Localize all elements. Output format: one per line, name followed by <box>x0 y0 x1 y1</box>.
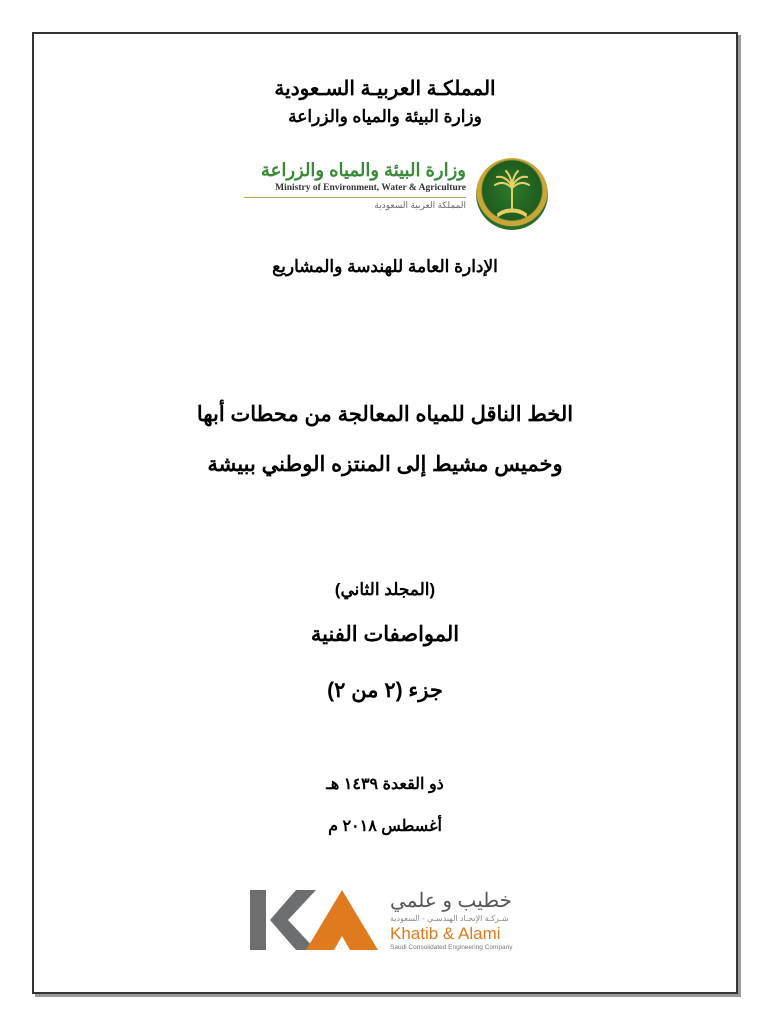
ministry-logo-country: المملكة العربية السعودية <box>374 200 466 210</box>
page-frame <box>32 32 738 994</box>
project-title-line-2: وخميس مشيط إلى المنتزه الوطني ببيشة <box>207 453 563 476</box>
consultant-logo-text <box>390 888 513 951</box>
ministry-logo-text <box>244 160 466 211</box>
volume-label: (المجلد الثاني) <box>334 580 436 599</box>
ministry-logo-arabic: وزارة البيئة والمياه والزراعة <box>260 160 466 180</box>
hijri-date: ذو القعدة ١٤٣٩ هـ <box>326 776 444 793</box>
consultant-subtitle-english: Saudi Consolidated Engineering Company <box>390 944 513 951</box>
department-name: الإدارة العامة للهندسة والمشاريع <box>272 257 498 276</box>
ministry-name: وزارة البيئة والمياه والزراعة <box>288 107 482 126</box>
part-label: جزء (٢ من ٢) <box>327 679 443 702</box>
consultant-name-english: Khatib & Alami <box>390 924 501 943</box>
ka-monogram-icon <box>250 890 380 950</box>
consultant-name-arabic: خطيب و علمي <box>390 890 513 912</box>
gregorian-date: أغسطس ٢٠١٨ م <box>328 818 442 835</box>
document-type: المواصفات الفنية <box>310 623 460 646</box>
palm-and-swords-emblem-icon <box>476 158 548 230</box>
project-title-line-1: الخط الناقل للمياه المعالجة من محطات أبها <box>196 403 574 426</box>
ministry-logo-english: Ministry of Environment, Water & Agriculture <box>275 183 466 193</box>
ministry-logo-divider <box>244 197 466 198</box>
ministry-logo <box>228 158 548 234</box>
kingdom-name: المملكـة العربيـة السـعودية <box>274 78 496 100</box>
consultant-logo <box>250 888 520 952</box>
consultant-subtitle-arabic: شـركـة الإتحـاد الهندسـي - السعودية <box>390 914 509 923</box>
